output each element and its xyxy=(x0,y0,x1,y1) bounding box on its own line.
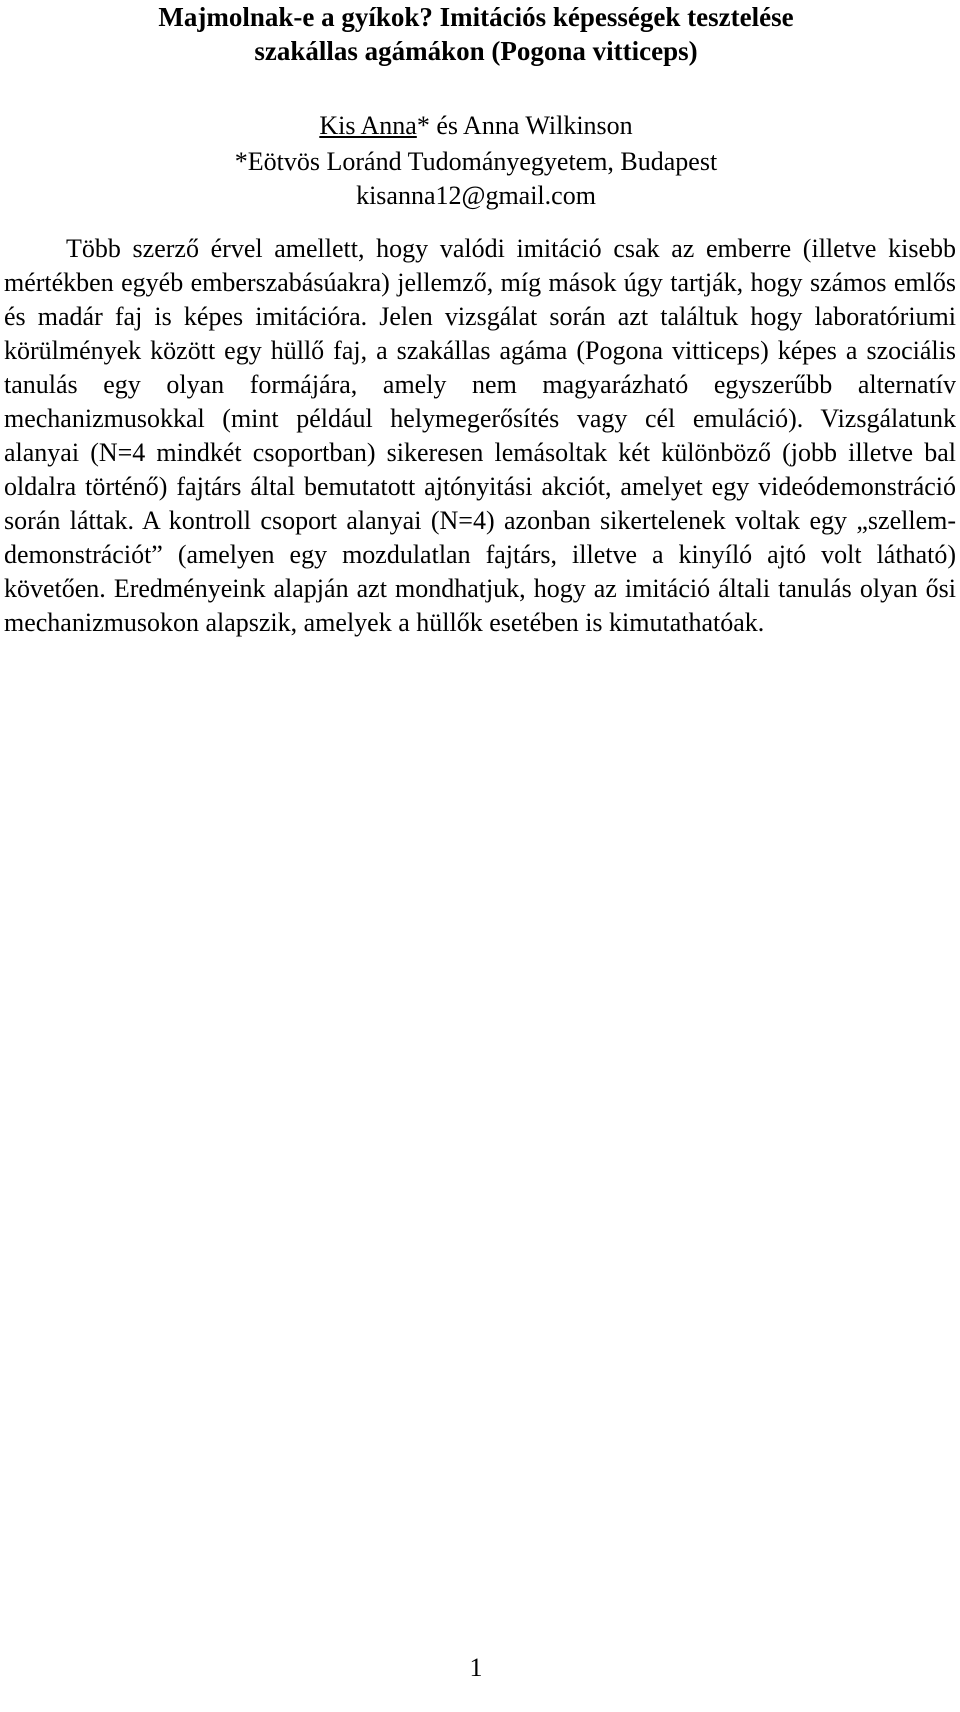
author-email: kisanna12@gmail.com xyxy=(356,181,596,210)
co-authors: * és Anna Wilkinson xyxy=(416,111,633,140)
affiliation: *Eötvös Loránd Tudományegyetem, Budapest xyxy=(234,147,718,176)
title-line-2: szakállas agámákon (Pogona vitticeps) xyxy=(254,36,698,66)
author-line xyxy=(0,110,952,142)
first-author: Kis Anna xyxy=(319,111,417,140)
title-line-1: Majmolnak-e a gyíkok? Imitációs képességek tesztelése xyxy=(158,2,794,32)
abstract-paragraph: Több szerző érvel amellett, hogy valódi imitáció csak az emberre (illetve kisebb mértékben egyéb emberszabásúakra) jellemző, míg mások úgy tartják, hogy számos emlős és madár faj is képes imitációra. Jelen vizsgálat során azt találtuk hogy laboratóriumi körülmények között egy hüllő faj, a szakállas agáma (Pogona vitticeps) képes a szociális tanulás egy olyan formájára, amely nem magyarázható egyszerűbb alternatív mechanizmusokkal (mint például helymegerősítés vagy cél emuláció). Vizsgálatunk alanyai (N=4 mindkét csoportban) sikeresen lemásoltak két különböző (jobb illetve bal oldalra történő) fajtárs által bemutatott ajtónyitási akciót, amelyet egy videódemonstráció során láttak. A kontroll csoport alanyai (N=4) azonban sikertelenek voltak egy „szellem-demonstrációt” (amelyen egy mozdulatlan fajtárs, illetve a kinyíló ajtó volt látható) követően. Eredményeink alapján azt mondhatjuk, hogy az imitáció általi tanulás olyan ősi mechanizmusokon alapszik, amelyek a hüllők esetében is kimutathatóak. xyxy=(4,234,956,637)
page-number: 1 xyxy=(469,1653,483,1682)
